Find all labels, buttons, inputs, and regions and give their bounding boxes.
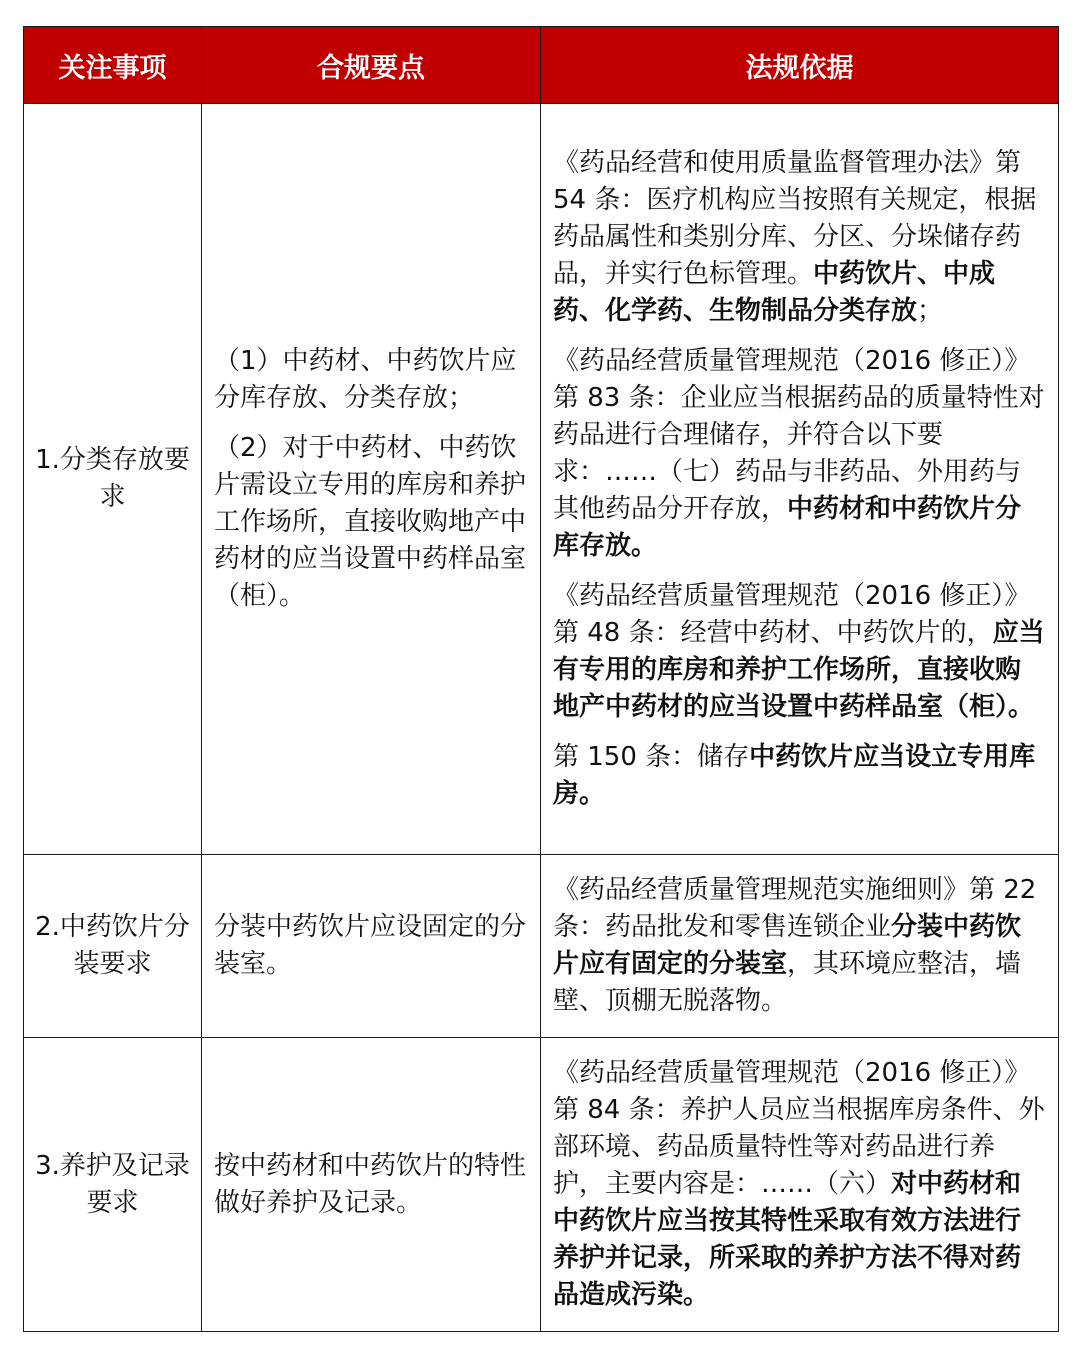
legal-basis-paragraph bbox=[553, 1055, 1046, 1314]
basis-text: 《药品经营和使用质量监督管理办法》第 54 条：医疗机构应当按照有关规定，根据药品属性和类别分库、分区、分垛储存药品，并实行色标管理。 bbox=[553, 148, 1037, 289]
table-row bbox=[24, 855, 1059, 1038]
legal-basis-paragraph bbox=[553, 145, 1046, 330]
basis-bold-text: 应当有专用的库房和养护工作场所，直接收购地产中药材的应当设置中药样品室（柜）。 bbox=[553, 618, 1045, 722]
compliance-points-cell bbox=[202, 1038, 541, 1332]
basis-text: 第 150 条：储存 bbox=[553, 742, 750, 772]
basis-bold-text: 中药饮片、中成药、化学药、生物制品分类存放 bbox=[553, 259, 996, 326]
basis-text: 《药品经营质量管理规范（2016 修正）》第 84 条：养护人员应当根据库房条件、外部环境、药品质量特性等对药品进行养护，主要内容是：……（六） bbox=[553, 1058, 1045, 1199]
header-compliance-points: 合规要点 bbox=[202, 27, 541, 104]
table-row bbox=[24, 1038, 1059, 1332]
basis-text: 《药品经营质量管理规范（2016 修正）》第 83 条：企业应当根据药品的质量特性对药品进行合理储存，并符合以下要求：……（七）药品与非药品、外用药与其他药品分开存放， bbox=[553, 346, 1045, 524]
compliance-points-cell bbox=[202, 104, 541, 855]
basis-bold-text: 分装中药饮片应有固定的分装室 bbox=[553, 912, 1022, 979]
header-legal-basis: 法规依据 bbox=[541, 27, 1059, 104]
basis-text: 《药品经营质量管理规范实施细则》第 22 条：药品批发和零售连锁企业 bbox=[553, 875, 1037, 942]
header-concern-item: 关注事项 bbox=[24, 27, 202, 104]
compliance-point: （2）对于中药材、中药饮片需设立专用的库房和养护工作场所，直接收购地产中药材的应当设置中药样品室（柜）。 bbox=[214, 433, 527, 611]
compliance-points-cell bbox=[202, 855, 541, 1038]
legal-basis-paragraph bbox=[553, 739, 1046, 813]
legal-basis-cell bbox=[541, 855, 1059, 1038]
compliance-point: 按中药材和中药饮片的特性做好养护及记录。 bbox=[214, 1150, 527, 1218]
concern-item-cell: 1.分类存放要求 bbox=[24, 104, 202, 855]
basis-text: 《药品经营质量管理规范（2016 修正）》第 48 条：经营中药材、中药饮片的， bbox=[553, 581, 1031, 648]
legal-basis-paragraph bbox=[553, 578, 1046, 726]
compliance-point: 分装中药饮片应设固定的分装室。 bbox=[214, 912, 527, 979]
concern-item-cell: 3.养护及记录要求 bbox=[24, 1038, 202, 1332]
table-row bbox=[24, 104, 1059, 855]
compliance-point: （1）中药材、中药饮片应分库存放、分类存放； bbox=[214, 346, 517, 413]
legal-basis-paragraph bbox=[553, 343, 1046, 565]
basis-bold-text: 对中药材和中药饮片应当按其特性采取有效方法进行养护并记录，所采取的养护方法不得对药品造成污染。 bbox=[553, 1169, 1022, 1310]
legal-basis-paragraph bbox=[553, 872, 1046, 1020]
basis-tail-text: ； bbox=[917, 296, 944, 326]
table-header-row bbox=[24, 27, 1059, 104]
basis-bold-text: 中药材和中药饮片分库存放。 bbox=[553, 494, 1022, 561]
legal-basis-cell bbox=[541, 1038, 1059, 1332]
basis-bold-text: 中药饮片应当设立专用库房。 bbox=[553, 742, 1036, 809]
basis-tail-text: ，其环境应整洁，墙壁、顶棚无脱落物。 bbox=[553, 949, 1022, 1016]
regulation-table bbox=[23, 26, 1059, 1332]
legal-basis-cell bbox=[541, 104, 1059, 855]
concern-item-cell: 2.中药饮片分装要求 bbox=[24, 855, 202, 1038]
